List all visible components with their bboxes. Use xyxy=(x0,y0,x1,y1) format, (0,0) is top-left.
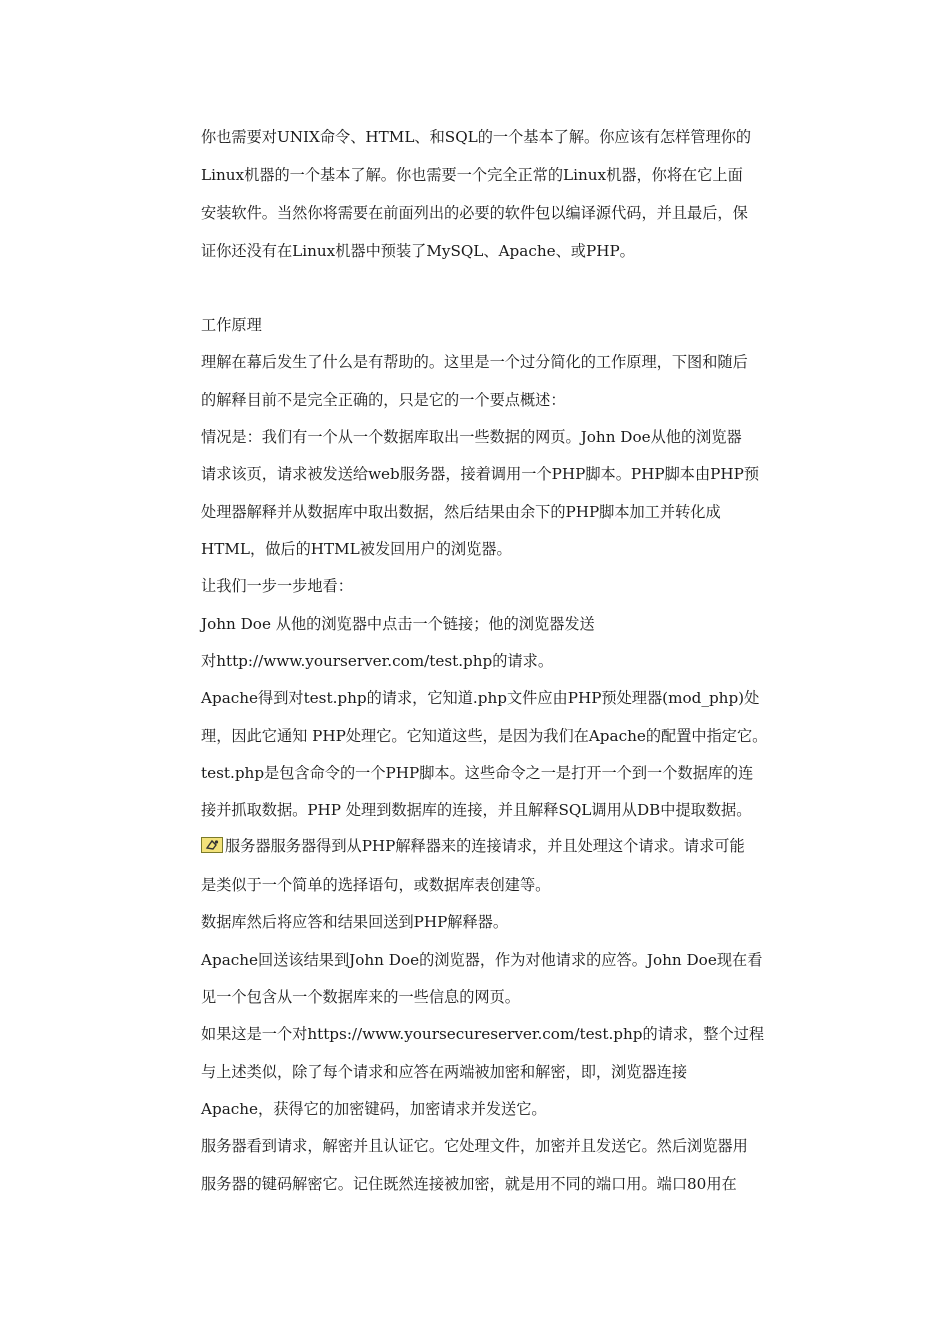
body-line-9: 对http://www.yourserver.com/test.php的请求。 xyxy=(201,652,554,670)
body-line-22: 服务器看到请求，解密并且认证它。它处理文件，加密并且发送它。然后浏览器用 xyxy=(201,1137,748,1155)
body-line-8: John Doe 从他的浏览器中点击一个链接；他的浏览器发送 xyxy=(201,615,595,633)
body-line-7: 让我们一步一步地看： xyxy=(201,577,353,595)
body-line-1: 理解在幕后发生了什么是有帮助的。这里是一个过分简化的工作原理，下图和随后 xyxy=(201,353,748,371)
body-line-13: 接并抓取数据。PHP 处理到数据库的连接，并且解释SQL调用从DB中提取数据。 xyxy=(201,801,752,819)
body-line-18: 见一个包含从一个数据库来的一些信息的网页。 xyxy=(201,988,520,1006)
body-line-2: 的解释目前不是完全正确的，只是它的一个要点概述： xyxy=(201,391,566,409)
intro-line-3: 安装软件。当然你将需要在前面列出的必要的软件包以编译源代码，并且最后，保 xyxy=(201,204,748,222)
body-line-17: Apache回送该结果到John Doe的浏览器，作为对他请求的应答。John Doe现在看 xyxy=(201,951,763,969)
intro-line-4: 证你还没有在Linux机器中预装了MySQL、Apache、或PHP。 xyxy=(201,242,635,260)
body-line-16: 数据库然后将应答和结果回送到PHP解释器。 xyxy=(201,913,509,931)
body-line-20: 与上述类似，除了每个请求和应答在两端被加密和解密，即，浏览器连接 xyxy=(201,1063,687,1081)
body-line-23: 服务器的键码解密它。记住既然连接被加密，就是用不同的端口用。端口80用在 xyxy=(201,1175,737,1193)
body-line-12: test.php是包含命令的一个PHP脚本。这些命令之一是打开一个到一个数据库的连 xyxy=(201,764,754,782)
body-line-10: Apache得到对test.php的请求，它知道.php文件应由PHP预处理器(mod_php)处 xyxy=(201,689,760,707)
body-line-15: 是类似于一个简单的选择语句，或数据库表创建等。 xyxy=(201,876,551,894)
body-line-4: 请求该页，请求被发送给web服务器，接着调用一个PHP脚本。PHP脚本由PHP预 xyxy=(201,465,760,483)
body-line-5: 处理器解释并从数据库中取出数据，然后结果由余下的PHP脚本加工并转化成 xyxy=(201,503,721,521)
image-placeholder-icon xyxy=(201,837,223,853)
body-line-6: HTML，做后的HTML被发回用户的浏览器。 xyxy=(201,540,512,558)
body-line-3: 情况是：我们有一个从一个数据库取出一些数据的网页。John Doe从他的浏览器 xyxy=(201,428,742,446)
intro-line-2: Linux机器的一个基本了解。你也需要一个完全正常的Linux机器，你将在它上面 xyxy=(201,166,743,184)
body-line-14-with-icon xyxy=(201,836,821,856)
body-line-11: 理，因此它通知 PHP处理它。它知道这些，是因为我们在Apache的配置中指定它。 xyxy=(201,727,768,745)
section-heading: 工作原理 xyxy=(201,316,262,334)
body-line-19: 如果这是一个对https://www.yoursecureserver.com/test.php的请求，整个过程 xyxy=(201,1025,765,1043)
intro-line-1: 你也需要对UNIX命令、HTML、和SQL的一个基本了解。你应该有怎样管理你的 xyxy=(201,128,752,146)
body-line-21: Apache，获得它的加密键码，加密请求并发送它。 xyxy=(201,1100,547,1118)
body-line-14-text: 服务器服务器得到从PHP解释器来的连接请求，并且处理这个请求。请求可能 xyxy=(225,837,745,855)
